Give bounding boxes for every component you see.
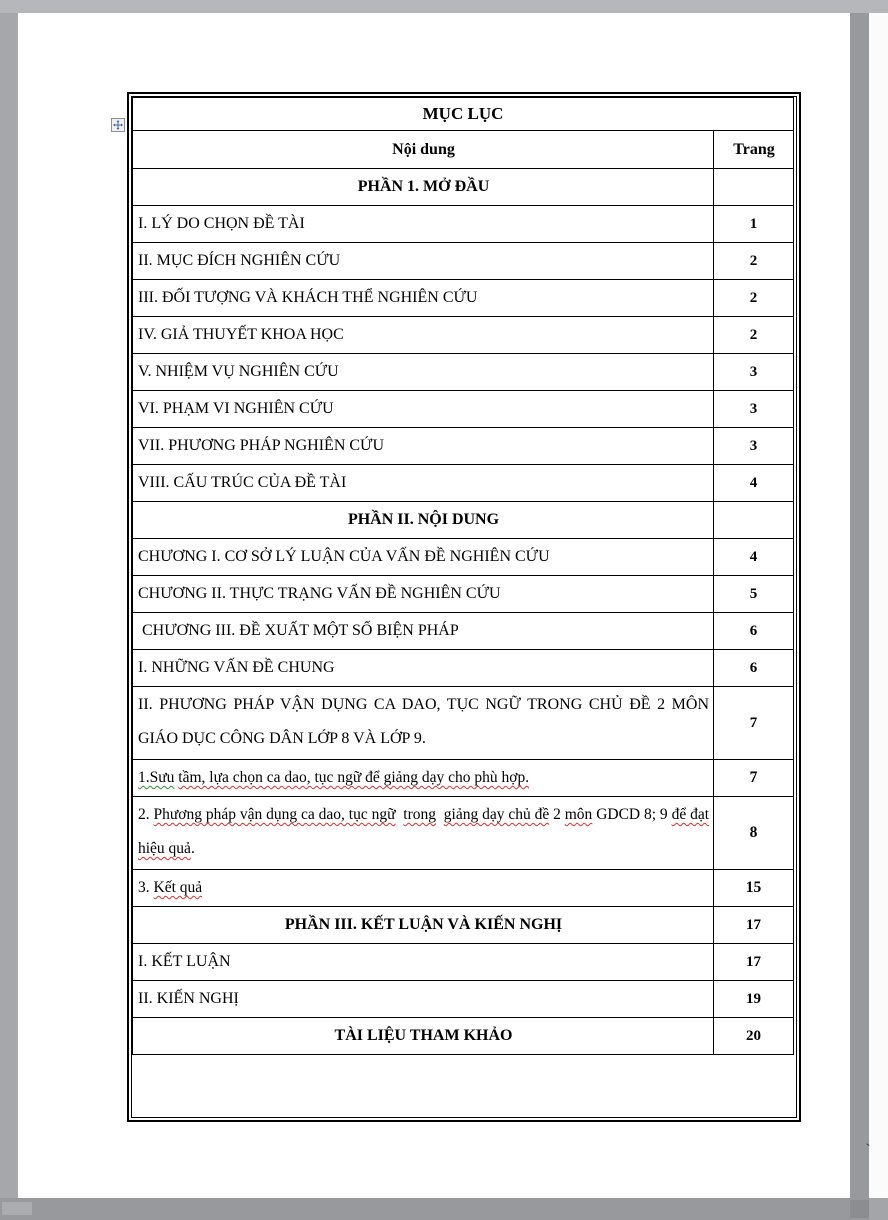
toc-entry-page[interactable]: 4 xyxy=(714,539,794,576)
toc-entry-label[interactable]: V. NHIỆM VỤ NGHIÊN CỨU xyxy=(133,354,714,391)
toc-entry-label[interactable]: VI. PHẠM VI NGHIÊN CỨU xyxy=(133,391,714,428)
toc-entry-page[interactable]: 1 xyxy=(714,206,794,243)
table-header-row xyxy=(133,131,794,169)
table-row xyxy=(133,317,794,354)
plain-text: . xyxy=(190,840,195,857)
toc-entry-label[interactable]: CHƯƠNG II. THỰC TRẠNG VẤN ĐỀ NGHIÊN CỨU xyxy=(133,576,714,613)
toc-entry-page[interactable]: 17 xyxy=(714,907,794,944)
table-move-handle[interactable] xyxy=(111,118,125,132)
toc-entry-page[interactable]: 2 xyxy=(714,280,794,317)
toc-title[interactable]: MỤC LỤC xyxy=(133,98,794,131)
canvas-bottom-strip xyxy=(0,1198,888,1220)
toc-entry-label[interactable] xyxy=(133,797,714,870)
toc-entry-page[interactable]: 3 xyxy=(714,354,794,391)
canvas-bottom-right-segment xyxy=(869,1198,888,1220)
toc-entry-label[interactable]: CHƯƠNG III. ĐỀ XUẤT MỘT SỐ BIỆN PHÁP xyxy=(133,613,714,650)
plain-text: 2. xyxy=(138,806,154,823)
toc-entry-page[interactable]: 19 xyxy=(714,981,794,1018)
toc-entry-page[interactable]: 17 xyxy=(714,944,794,981)
toc-entry-label[interactable]: II. PHƯƠNG PHÁP VẬN DỤNG CA DAO, TỤC NGỮ TRONG CHỦ ĐỀ 2 MÔN GIÁO DỤC CÔNG DÂN LỚP 8 VÀ LỚP 9. xyxy=(133,687,714,760)
table-row xyxy=(133,576,794,613)
toc-entry-page[interactable]: 3 xyxy=(714,391,794,428)
table-title-row xyxy=(133,98,794,131)
toc-entry-label[interactable]: III. ĐỐI TƯỢNG VÀ KHÁCH THỂ NGHIÊN CỨU xyxy=(133,280,714,317)
table-row xyxy=(133,243,794,280)
toc-entry-label[interactable]: I. NHỮNG VẤN ĐỀ CHUNG xyxy=(133,650,714,687)
toc-entry-label[interactable]: PHẦN II. NỘI DUNG xyxy=(133,502,714,539)
spellcheck-red-text: tầm, lựa chọn ca dao, tục ngữ để giảng dạy cho phù hợp. xyxy=(178,768,530,786)
toc-entry-page[interactable]: 2 xyxy=(714,317,794,354)
toc-entry-page[interactable]: 7 xyxy=(714,687,794,760)
table-row xyxy=(133,354,794,391)
toc-entry-page[interactable] xyxy=(714,502,794,539)
canvas-right-band xyxy=(850,13,869,1198)
table-row xyxy=(133,944,794,981)
spellcheck-red-text: trong xyxy=(403,806,436,823)
header-trang[interactable]: Trang xyxy=(714,131,794,169)
toc-table xyxy=(132,97,794,1055)
table-row xyxy=(133,391,794,428)
table-row xyxy=(133,1018,794,1055)
table-row xyxy=(133,465,794,502)
toc-entry-page[interactable]: 8 xyxy=(714,797,794,870)
toc-entry-label[interactable]: PHẦN III. KẾT LUẬN VÀ KIẾN NGHỊ xyxy=(133,907,714,944)
plain-text: 3. xyxy=(138,878,154,896)
stray-mark: ` xyxy=(865,1142,871,1158)
plain-text: GDCD 8; 9 xyxy=(592,806,672,823)
table-row xyxy=(133,206,794,243)
spellcheck-red-text: Phương pháp vận dụng ca dao, tục ngữ xyxy=(153,806,396,823)
move-arrows-icon xyxy=(113,120,123,130)
toc-entry-page[interactable]: 7 xyxy=(714,760,794,797)
spellcheck-green-text: 1.Sưu xyxy=(138,768,175,786)
plain-text: 2 xyxy=(549,806,565,823)
toc-entry-label[interactable] xyxy=(133,870,714,907)
table-row xyxy=(133,797,794,870)
toc-entry-label[interactable]: VII. PHƯƠNG PHÁP NGHIÊN CỨU xyxy=(133,428,714,465)
table-row xyxy=(133,687,794,760)
toc-entry-page[interactable]: 20 xyxy=(714,1018,794,1055)
toc-entry-page[interactable] xyxy=(714,169,794,206)
toc-entry-label[interactable]: IV. GIẢ THUYẾT KHOA HỌC xyxy=(133,317,714,354)
toc-entry-label[interactable]: VIII. CẤU TRÚC CỦA ĐỀ TÀI xyxy=(133,465,714,502)
toc-entry-label[interactable]: TÀI LIỆU THAM KHẢO xyxy=(133,1018,714,1055)
table-row xyxy=(133,613,794,650)
toc-entry-label[interactable]: CHƯƠNG I. CƠ SỞ LÝ LUẬN CỦA VẤN ĐỀ NGHIÊN CỨU xyxy=(133,539,714,576)
spellcheck-red-text: để đạt hiệu quả xyxy=(138,806,710,857)
table-row xyxy=(133,169,794,206)
toc-entry-page[interactable]: 2 xyxy=(714,243,794,280)
table-outer-frame xyxy=(127,92,871,1158)
spellcheck-red-text: môn xyxy=(564,806,593,823)
toc-entry-label[interactable]: I. KẾT LUẬN xyxy=(133,944,714,981)
toc-entry-label[interactable]: II. MỤC ĐÍCH NGHIÊN CỨU xyxy=(133,243,714,280)
table-inner-frame xyxy=(131,96,871,1158)
table-row xyxy=(133,428,794,465)
toc-entry-page[interactable]: 5 xyxy=(714,576,794,613)
scrollbar-corner xyxy=(850,1200,869,1218)
toc-entry-label[interactable]: PHẦN 1. MỞ ĐẦU xyxy=(133,169,714,206)
toc-entry-page[interactable]: 3 xyxy=(714,428,794,465)
canvas-top-strip xyxy=(0,0,888,13)
table-row xyxy=(133,650,794,687)
toc-entry-page[interactable]: 15 xyxy=(714,870,794,907)
table-row xyxy=(133,280,794,317)
table-row xyxy=(133,870,794,907)
table-row xyxy=(133,907,794,944)
spellcheck-red-text: Kết quả xyxy=(153,878,203,896)
document-page xyxy=(18,13,871,1198)
canvas-far-right-strip xyxy=(869,13,888,1198)
table-row xyxy=(133,981,794,1018)
toc-entry-page[interactable]: 6 xyxy=(714,613,794,650)
table-row xyxy=(133,502,794,539)
header-noi-dung[interactable]: Nội dung xyxy=(133,131,714,169)
table-row xyxy=(133,539,794,576)
plain-text xyxy=(436,806,444,823)
table-row xyxy=(133,760,794,797)
toc-entry-label[interactable]: I. LÝ DO CHỌN ĐỀ TÀI xyxy=(133,206,714,243)
scrollbar-thumb[interactable] xyxy=(2,1202,32,1215)
toc-entry-label[interactable]: II. KIẾN NGHỊ xyxy=(133,981,714,1018)
toc-entry-label[interactable] xyxy=(133,760,714,797)
toc-entry-page[interactable]: 6 xyxy=(714,650,794,687)
spellcheck-red-text: giảng dạy chủ đề xyxy=(443,806,550,823)
toc-entry-page[interactable]: 4 xyxy=(714,465,794,502)
